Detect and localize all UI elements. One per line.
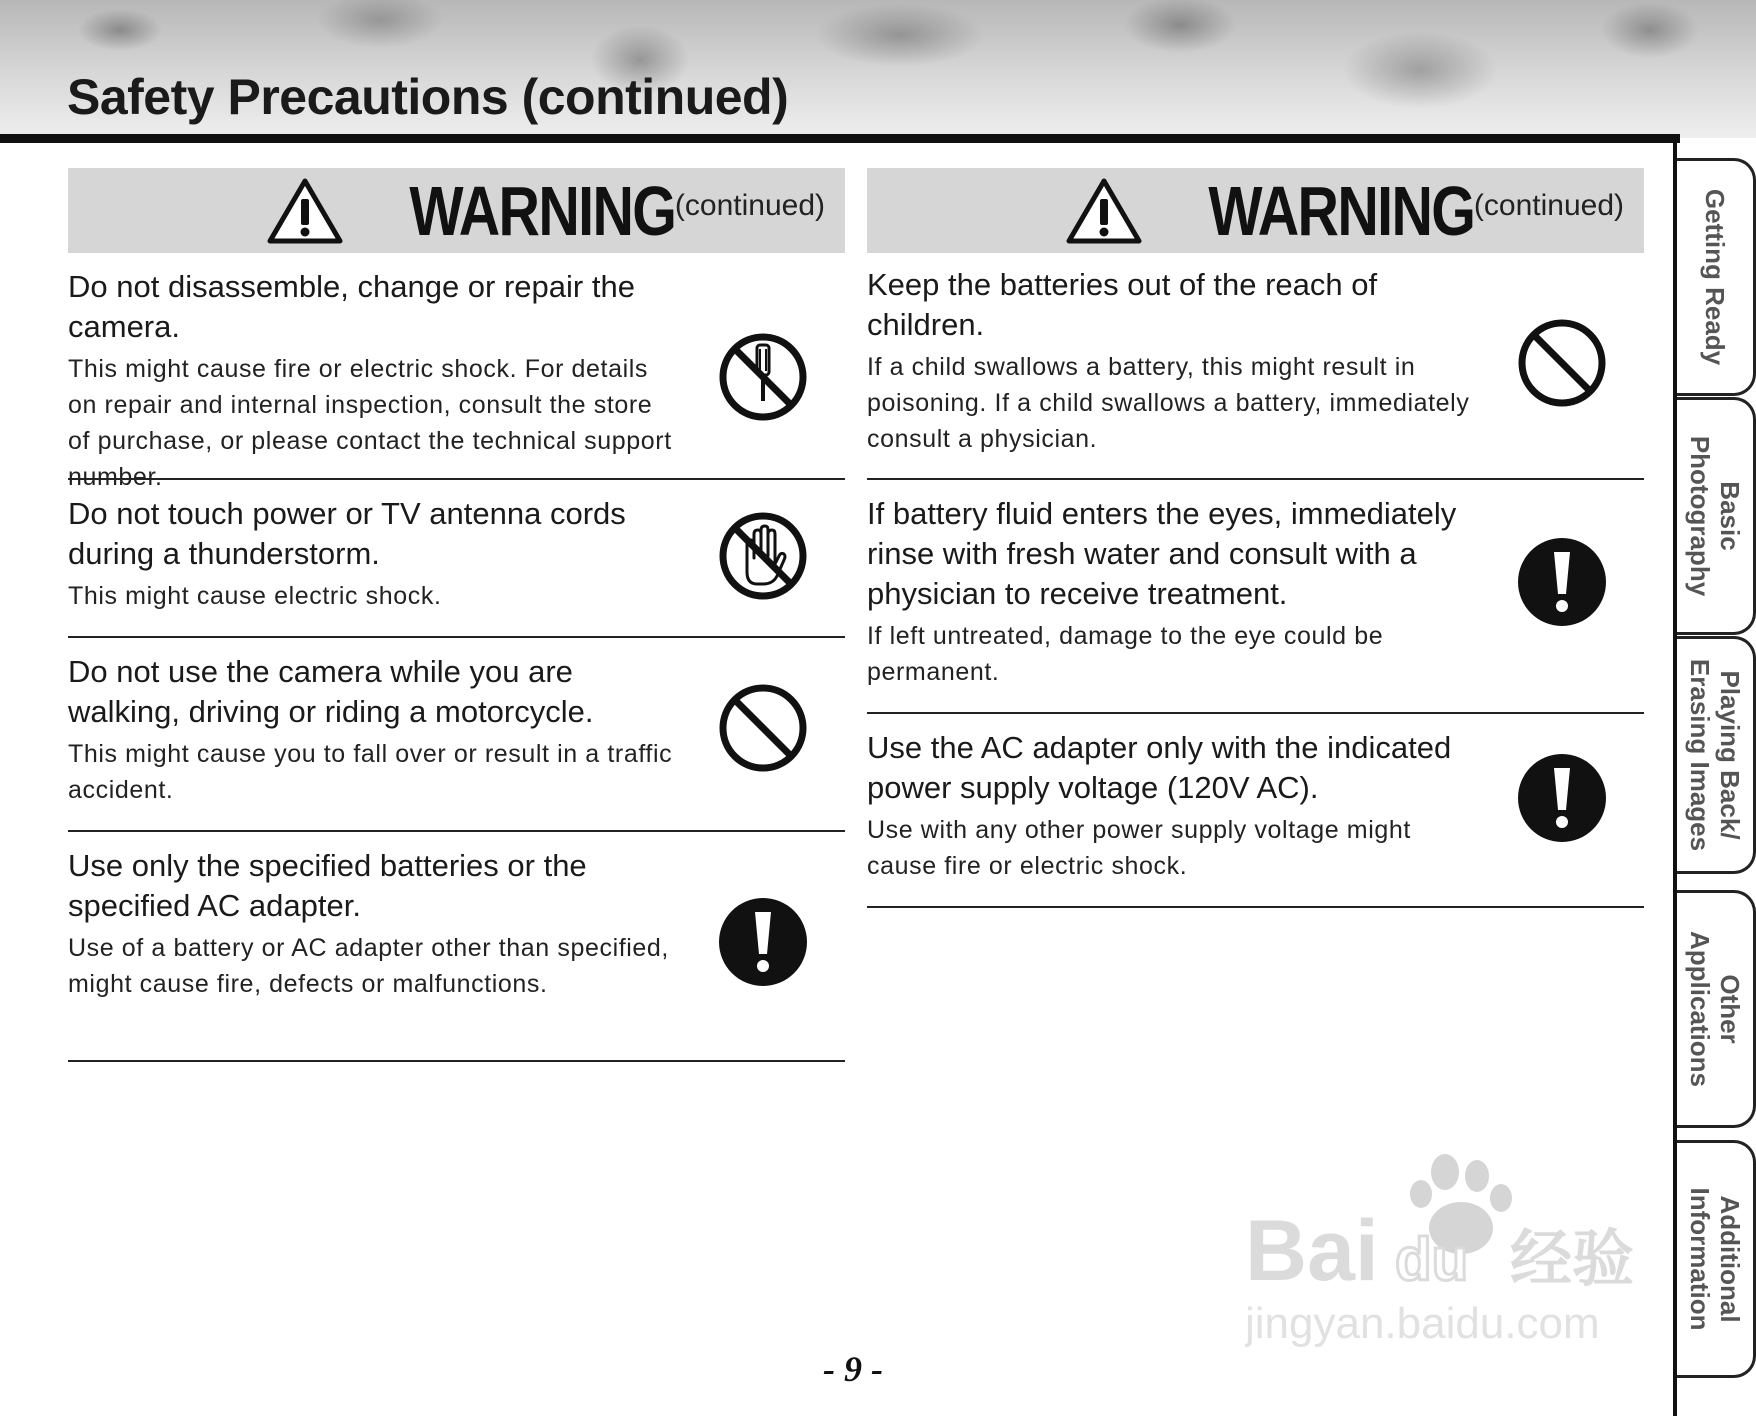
item-title: Use only the specified batteries or the specified AC adapter. (68, 848, 587, 923)
item-description: Use with any other power supply voltage might cause fire or electric shock. (867, 816, 1411, 880)
item-title: Do not disassemble, change or repair the camera. (68, 269, 635, 344)
mandatory-action-icon (717, 896, 809, 988)
warning-title: WARNING (1207, 171, 1474, 250)
prohibited-icon (717, 682, 809, 774)
tab-label: Additional Information (1685, 1187, 1745, 1331)
tab-getting-ready[interactable] (1677, 158, 1756, 396)
warning-item (867, 253, 1644, 480)
page-number: - 9 - (823, 1349, 883, 1389)
item-description: This might cause fire or electric shock. For details on repair and internal inspection, consult the store of purchase, or please contact the technical support number. (68, 355, 672, 491)
page-title: Safety Precautions (continued) (67, 69, 789, 125)
warning-item (68, 638, 845, 832)
tab-label: Other Applications (1685, 930, 1745, 1088)
warning-triangle-icon (267, 177, 343, 245)
warning-item (867, 480, 1644, 714)
svg-text:经验: 经验 (1510, 1222, 1635, 1295)
tab-other-applications[interactable] (1677, 890, 1756, 1128)
item-description: Use of a battery or AC adapter other than specified, might cause fire, defects or malfunctions. (68, 934, 669, 998)
warning-item (68, 253, 845, 491)
item-title: Do not use the camera while you are walking, driving or riding a motorcycle. (68, 654, 594, 729)
warning-item (867, 714, 1644, 908)
right-warning-column (867, 168, 1644, 908)
warning-continued: (continued) (1473, 188, 1624, 222)
item-title: Use the AC adapter only with the indicated power supply voltage (120V AC). (867, 730, 1452, 805)
item-description: If left untreated, damage to the eye could be permanent. (867, 622, 1384, 686)
warning-banner (867, 168, 1644, 253)
warning-triangle-icon (1066, 177, 1142, 245)
prohibited-icon (1516, 317, 1608, 409)
tab-label: Basic Photography (1685, 435, 1745, 597)
svg-text:du: du (1395, 1226, 1469, 1293)
no-touching-icon (717, 510, 809, 602)
item-description: This might cause you to fall over or result in a traffic accident. (68, 740, 673, 804)
item-title: If battery fluid enters the eyes, immediately rinse with fresh water and consult with a physician to receive treatment. (867, 496, 1457, 611)
page-header (0, 0, 1756, 138)
warning-title: WARNING (408, 171, 675, 250)
tab-label: Playing Back/ Erasing Images (1685, 658, 1745, 852)
tab-playing-back-erasing-images[interactable] (1677, 636, 1756, 874)
item-title: Do not touch power or TV antenna cords during a thunderstorm. (68, 496, 626, 571)
warning-item (68, 832, 845, 1062)
mandatory-action-icon (1516, 752, 1608, 844)
tab-basic-photography[interactable] (1677, 397, 1756, 635)
item-description: If a child swallows a battery, this might result in poisoning. If a child swallows a battery, immediately consult a physician. (867, 353, 1470, 453)
baidu-watermark-logo (1245, 1150, 1655, 1350)
tab-additional-information[interactable] (1677, 1140, 1756, 1378)
no-disassembly-icon (717, 331, 809, 423)
svg-text:Bai: Bai (1245, 1203, 1379, 1299)
item-description: This might cause electric shock. (68, 582, 442, 610)
warning-item (68, 480, 845, 638)
tab-label: Getting Ready (1700, 188, 1730, 366)
warning-continued: (continued) (674, 188, 825, 222)
left-warning-column (68, 168, 845, 1062)
header-rule (0, 134, 1680, 143)
mandatory-action-icon (1516, 536, 1608, 628)
item-title: Keep the batteries out of the reach of children. (867, 267, 1378, 342)
warning-banner (68, 168, 845, 253)
svg-text:jingyan.baidu.com: jingyan.baidu.com (1245, 1299, 1600, 1348)
